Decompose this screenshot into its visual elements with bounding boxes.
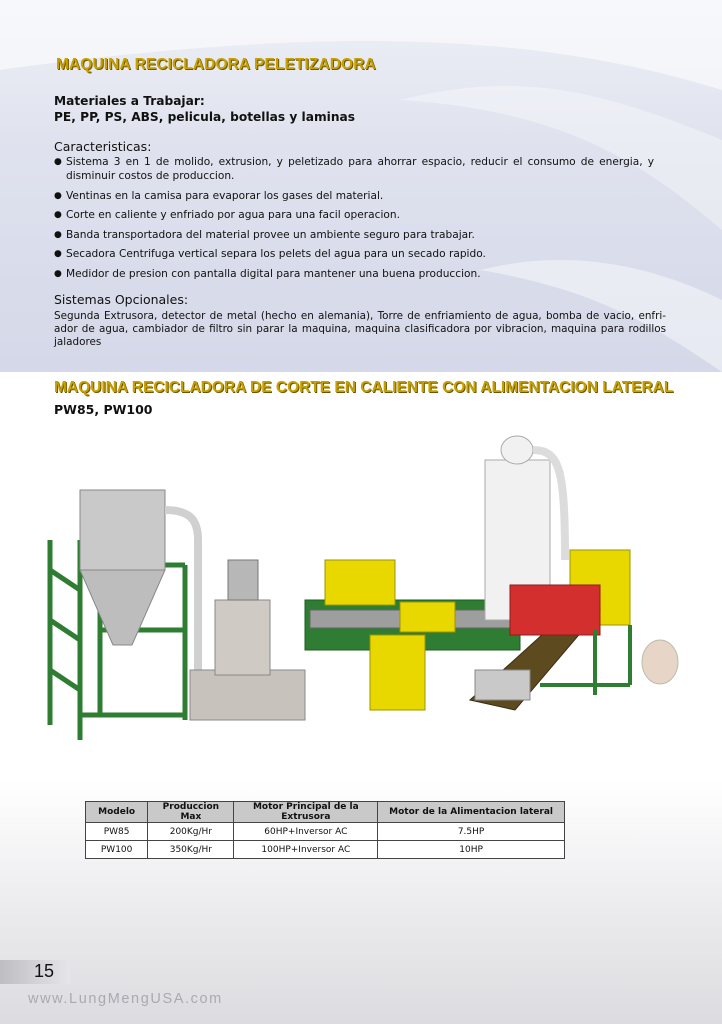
materials-value: PE, PP, PS, ABS, pelicula, botellas y laminas — [54, 110, 355, 124]
table-cell: 10HP — [378, 841, 565, 859]
materials-label: Materiales a Trabajar: — [54, 94, 205, 108]
specs-table — [85, 801, 565, 859]
table-cell: 7.5HP — [378, 823, 565, 841]
metal-detector — [510, 585, 600, 635]
silo-body — [80, 490, 165, 570]
motor — [228, 560, 258, 600]
table-cell: PW85 — [86, 823, 148, 841]
silo-cone — [80, 570, 165, 645]
features-list — [54, 155, 654, 286]
crusher-hopper — [215, 600, 270, 675]
table-cell: 60HP+Inversor AC — [234, 823, 378, 841]
table-header: Modelo — [86, 802, 148, 823]
table-cell: PW100 — [86, 841, 148, 859]
feature-item: ● Sistema 3 en 1 de molido, extrusion, y peletizado para ahorrar espacio, reducir el consumo de energia, y disminuir costos de produccion. — [54, 155, 654, 183]
table-header: Motor Principal de la Extrusora — [234, 802, 378, 823]
table-cell: 350Kg/Hr — [148, 841, 234, 859]
features-label: Caracteristicas: — [54, 139, 152, 154]
feature-item: ● Ventinas en la camisa para evaporar los gases del material. — [54, 189, 654, 203]
section-title-peletizadora: MAQUINA RECICLADORA PELETIZADORA — [56, 56, 376, 73]
optional-label: Sistemas Opcionales: — [54, 292, 189, 307]
feature-item: ● Corte en caliente y enfriado por agua para una facil operacion. — [54, 208, 654, 222]
feature-item: ● Medidor de presion con pantalla digital para mantener una buena produccion. — [54, 267, 654, 281]
table-header-row — [86, 802, 565, 823]
feature-item: ● Banda transportadora del material provee un ambiente seguro para trabajar. — [54, 228, 654, 242]
website-link[interactable]: www.LungMengUSA.com — [28, 991, 223, 1007]
table-cell: 200Kg/Hr — [148, 823, 234, 841]
table-header: Produccion Max — [148, 802, 234, 823]
optional-text: Segunda Extrusora, detector de metal (hecho en alemania), Torre de enfriamiento de agua, bomba de vacio, enfri-ador de agua, cambiador de filtro sin parar la maquina, maquina clasificadora por vibracion, maquina para rodillos jaladores — [54, 310, 666, 349]
control-panel — [325, 560, 395, 605]
silo-pipe — [165, 510, 198, 670]
gearbox — [400, 602, 455, 632]
table-row — [86, 823, 565, 841]
feed-hopper — [475, 670, 530, 700]
feature-item: ● Secadora Centrifuga vertical separa los pelets del agua para un secado rapido. — [54, 247, 654, 261]
machine-illustration — [40, 430, 680, 760]
table-header: Motor de la Alimentacion lateral — [378, 802, 565, 823]
table-row — [86, 841, 565, 859]
table-cell: 100HP+Inversor AC — [234, 841, 378, 859]
models-label: PW85, PW100 — [54, 402, 153, 417]
page-number: 15 — [34, 961, 55, 981]
feeder-tray — [190, 670, 305, 720]
duct-coil — [642, 640, 678, 684]
section-title-corte-caliente: MAQUINA RECICLADORA DE CORTE EN CALIENTE CON ALIMENTACION LATERAL — [54, 379, 674, 396]
electrical-cabinet — [370, 635, 425, 710]
